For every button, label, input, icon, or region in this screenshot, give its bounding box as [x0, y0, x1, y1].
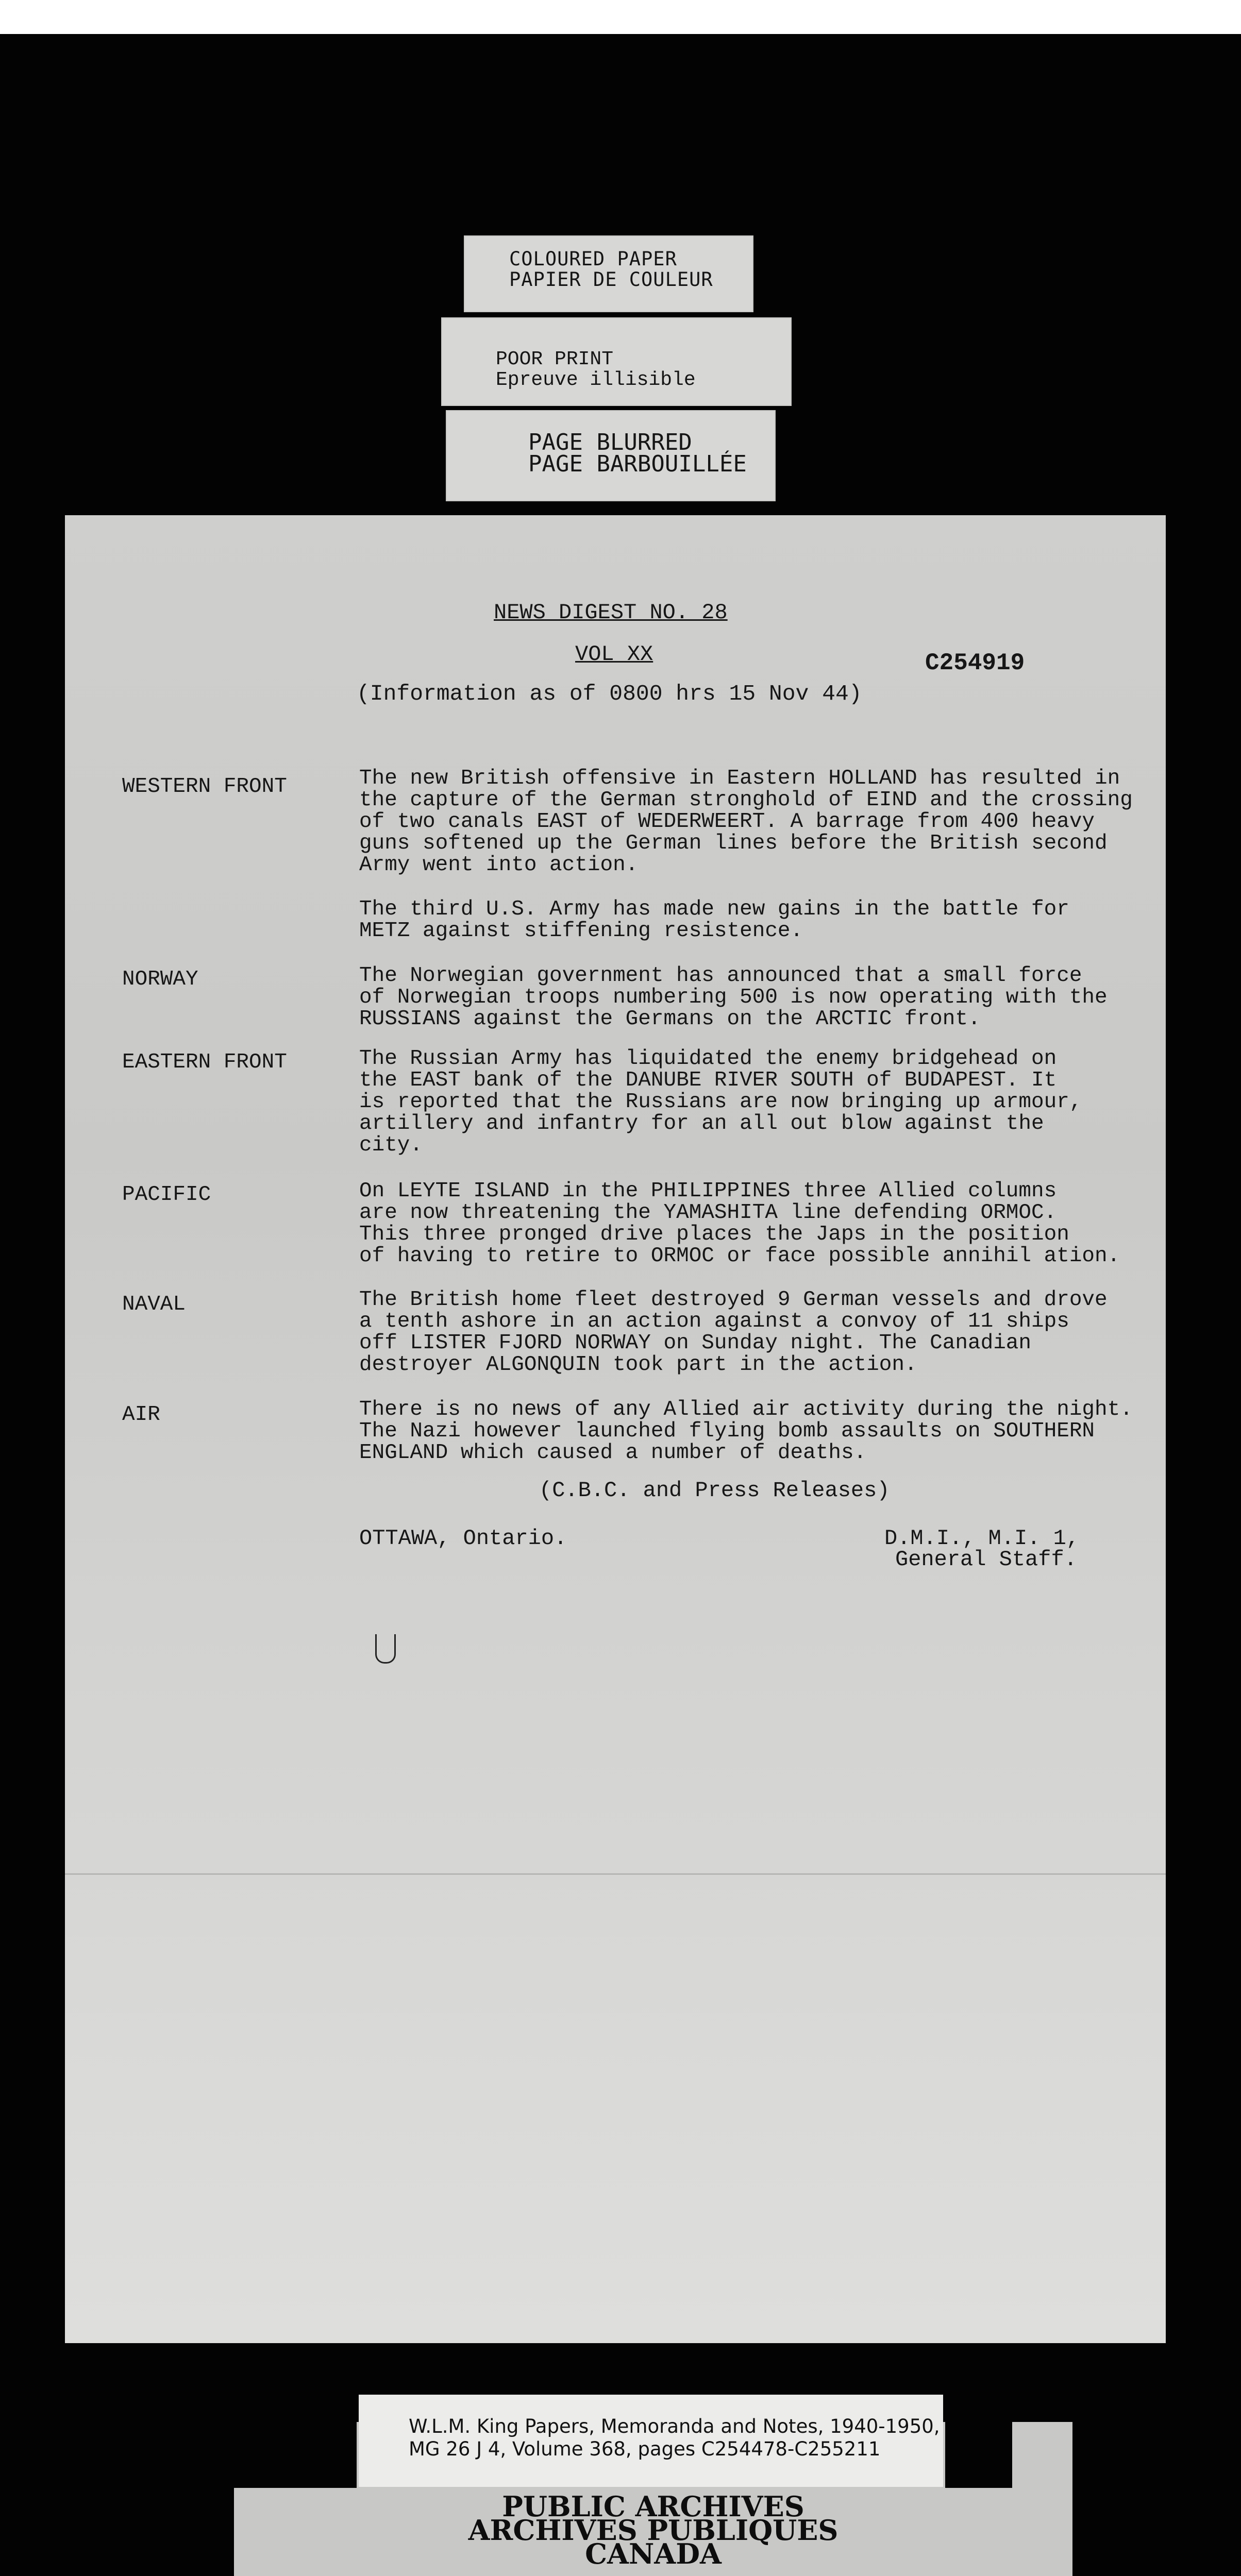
section-body-norway — [359, 965, 1163, 1030]
section-label-air: AIR — [122, 1403, 160, 1427]
body-line: The Nazi however launched flying bomb assaults on SOUTHERN — [359, 1419, 1095, 1443]
section-body-pacific — [359, 1180, 1163, 1267]
body-line: ENGLAND which caused a number of deaths. — [359, 1441, 867, 1465]
section-label-naval: NAVAL — [122, 1293, 186, 1316]
section-body-western-front — [359, 768, 1163, 876]
place-line: OTTAWA, Ontario. — [359, 1526, 567, 1551]
section-label-eastern-front: EASTERN FRONT — [122, 1050, 287, 1074]
stamp-notch-right — [945, 2422, 1012, 2488]
poor-print-label — [441, 317, 792, 406]
label-line: POOR PRINT — [496, 348, 614, 370]
body-line: Army went into action. — [359, 853, 639, 877]
reference-line: MG 26 J 4, Volume 368, pages C254478-C255211 — [409, 2438, 881, 2460]
source-note: (C.B.C. and Press Releases) — [539, 1478, 890, 1503]
archive-reference-card — [359, 2395, 943, 2487]
reference-line: W.L.M. King Papers, Memoranda and Notes, 1940-1950, — [409, 2415, 940, 2437]
body-line: the EAST bank of the DANUBE RIVER SOUTH of BUDAPEST. It — [359, 1069, 1057, 1092]
body-line: city. — [359, 1133, 423, 1157]
pencil-mark — [375, 1634, 396, 1664]
document-reference-number: C254919 — [925, 650, 1025, 676]
section-label-western-front: WESTERN FRONT — [122, 775, 287, 799]
volume-label: VOL XX — [575, 642, 653, 667]
body-line: The third U.S. Army has made new gains in the battle for — [359, 897, 1069, 921]
body-line: is reported that the Russians are now bringing up armour, — [359, 1090, 1082, 1114]
body-line: destroyer ALGONQUIN took part in the action. — [359, 1353, 917, 1377]
signature-line-2: General Staff. — [895, 1547, 1077, 1572]
coloured-paper-label — [464, 235, 753, 312]
section-body-eastern-front — [359, 1048, 1163, 1156]
body-line: The new British offensive in Eastern HOLLAND has resulted in — [359, 767, 1120, 790]
section-body-naval — [359, 1289, 1163, 1376]
body-line: The British home fleet destroyed 9 German vessels and drove — [359, 1288, 1108, 1312]
information-date: (Information as of 0800 hrs 15 Nov 44) — [357, 681, 862, 706]
section-label-pacific: PACIFIC — [122, 1183, 211, 1207]
body-line: of Norwegian troops numbering 500 is now operating with the — [359, 986, 1108, 1009]
section-label-norway: NORWAY — [122, 968, 198, 991]
stamp-line: PUBLIC ARCHIVES — [502, 2490, 804, 2523]
body-line: the capture of the German stronghold of EIND and the crossing — [359, 788, 1133, 812]
section-body-air — [359, 1399, 1163, 1464]
label-line: PAGE BLURRED — [528, 429, 692, 455]
body-line: The Norwegian government has announced that a small force — [359, 964, 1082, 988]
body-line: RUSSIANS against the Germans on the ARCTIC front. — [359, 1007, 981, 1031]
label-line: Epreuve illisible — [496, 369, 696, 391]
body-line: On LEYTE ISLAND in the PHILIPPINES three Allied columns — [359, 1179, 1057, 1203]
stamp-notch-left — [234, 2422, 357, 2488]
document-page — [65, 515, 1166, 2343]
body-line: guns softened up the German lines before the British second — [359, 832, 1108, 855]
label-line: PAPIER DE COULEUR — [509, 268, 713, 291]
document-title: NEWS DIGEST NO. 28 — [494, 600, 728, 625]
body-line: This three pronged drive places the Japs in the position — [359, 1223, 1069, 1246]
body-line: The Russian Army has liquidated the enemy bridgehead on — [359, 1047, 1057, 1071]
body-line: of two canals EAST of WEDERWEERT. A barrage from 400 heavy — [359, 810, 1095, 834]
section-body-western-front-2 — [359, 899, 1163, 942]
body-line: a tenth ashore in an action against a convoy of 11 ships — [359, 1310, 1069, 1333]
body-line: of having to retire to ORMOC or face possible annihil ation. — [359, 1244, 1120, 1268]
public-archives-stamp — [234, 2490, 1072, 2570]
stamp-line: CANADA — [585, 2537, 722, 2570]
body-line: artillery and infantry for an all out blow against the — [359, 1112, 1044, 1136]
label-line: COLOURED PAPER — [509, 248, 677, 270]
body-line: off LISTER FJORD NORWAY on Sunday night. The Canadian — [359, 1331, 1032, 1355]
signature-line-1: D.M.I., M.I. 1, — [884, 1526, 1080, 1551]
stamp-line: ARCHIVES PUBLIQUES — [468, 2514, 838, 2547]
body-line: METZ against stiffening resistence. — [359, 919, 803, 943]
body-line: There is no news of any Allied air activity during the night. — [359, 1398, 1133, 1421]
body-line: are now threatening the YAMASHITA line defending ORMOC. — [359, 1201, 1057, 1225]
label-line: PAGE BARBOUILLÉE — [528, 451, 747, 477]
page-blurred-label — [446, 410, 776, 501]
